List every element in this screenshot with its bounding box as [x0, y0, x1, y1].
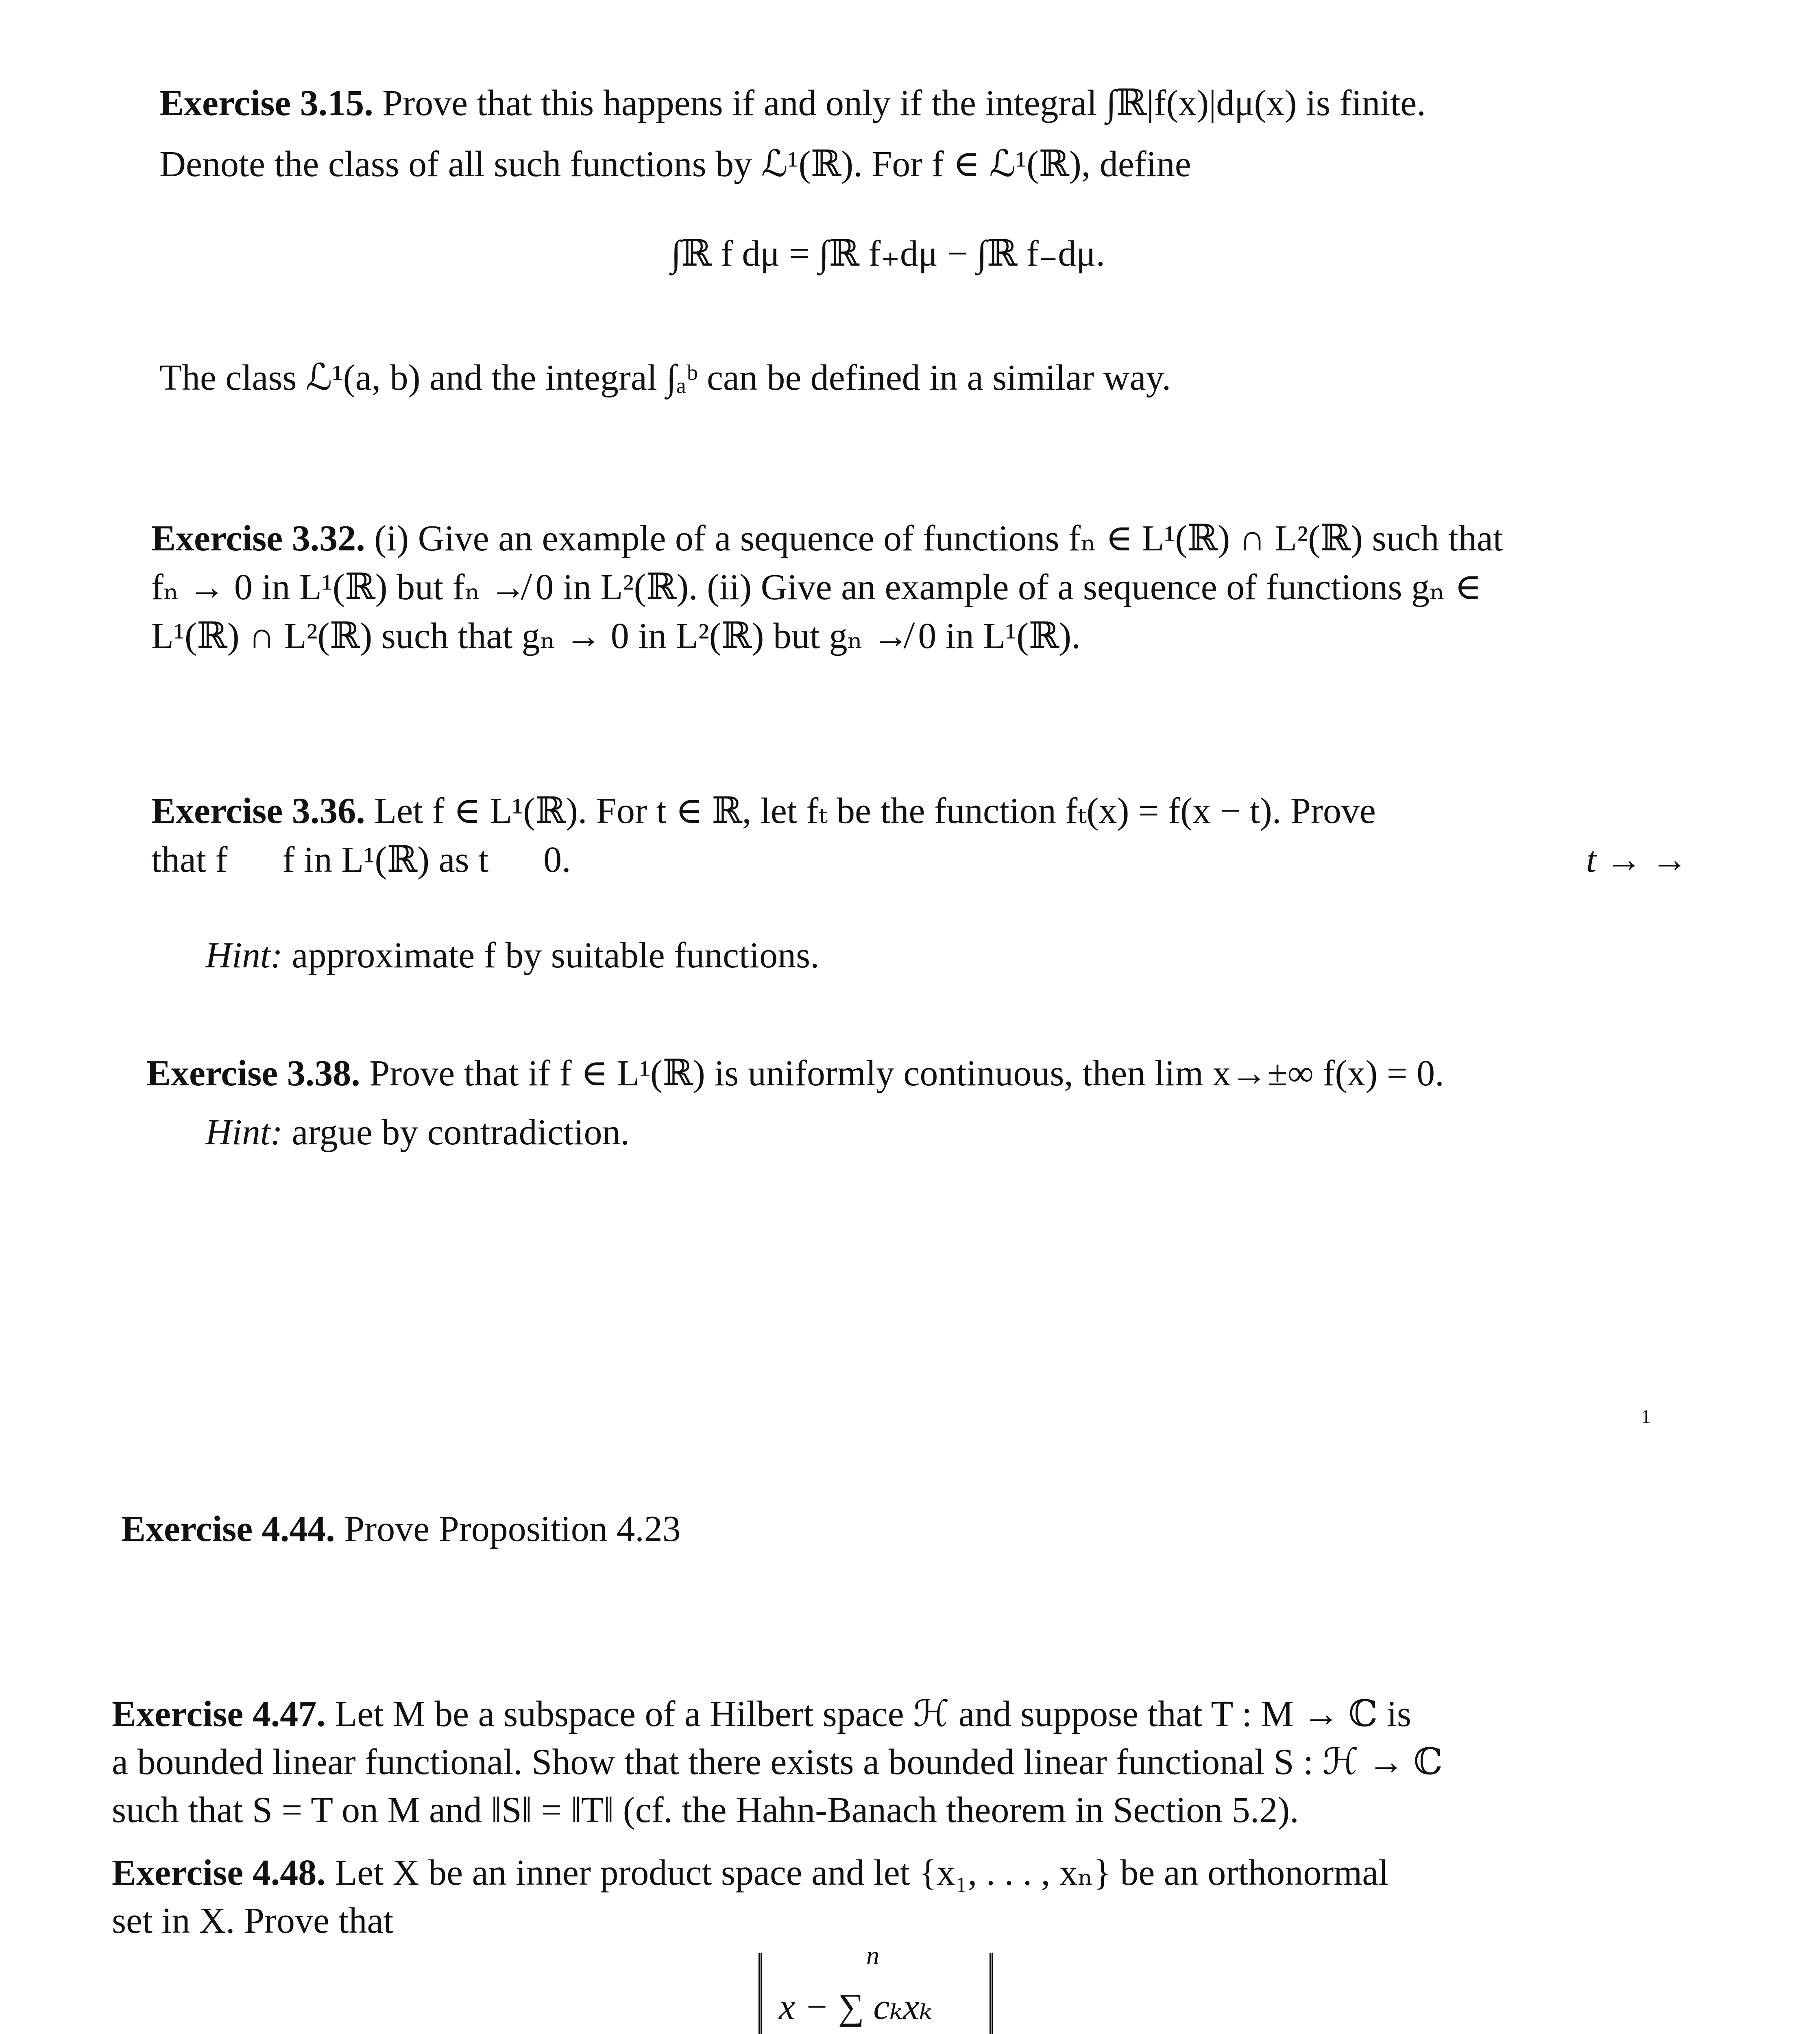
- exercise-3-36-line2: that f f in L¹(ℝ) as t 0.: [151, 840, 571, 880]
- exercise-4-47-text-line1: Let M be a subspace of a Hilbert space ℋ and suppose that T : M → ℂ is: [335, 1694, 1411, 1734]
- exercise-3-32-line1: [151, 515, 1778, 563]
- exercise-3-15-display-equation: [671, 232, 1105, 275]
- exercise-4-44-label: Exercise 4.44.: [121, 1509, 335, 1549]
- sum-upper-limit: n: [866, 1941, 879, 1970]
- exercise-4-47-line2: a bounded linear functional. Show that there exists a bounded linear functional S : ℋ → ℂ: [112, 1742, 1443, 1782]
- exercise-3-32-line3: L¹(ℝ) ∩ L²(ℝ) such that gₙ → 0 in L²(ℝ) but gₙ ↛ 0 in L¹(ℝ).: [151, 616, 1081, 656]
- exercise-4-44-text: Prove Proposition 4.23: [344, 1509, 681, 1549]
- exercise-3-38-line1: [146, 1050, 1814, 1098]
- exercise-3-15-text-line1: Prove that this happens if and only if the integral ∫ℝ|f(x)|dμ(x) is finite.: [382, 83, 1426, 123]
- exercise-3-38-hint-text: argue by contradiction.: [292, 1112, 630, 1152]
- exercise-3-38-hint: [205, 1109, 1425, 1157]
- exercise-3-32-label: Exercise 3.32.: [151, 518, 365, 559]
- exercise-3-32-text-line1: (i) Give an example of a sequence of functions fₙ ∈ L¹(ℝ) ∩ L²(ℝ) such that: [374, 518, 1503, 559]
- exercise-4-48-line2: set in X. Prove that: [112, 1901, 394, 1941]
- exercise-4-48-text-line1: Let X be an inner product space and let {x₁, . . . , xₙ} be an orthonormal: [335, 1853, 1389, 1893]
- exercise-3-36-hint-text: approximate f by suitable functions.: [292, 935, 820, 976]
- exercise-3-15-label: Exercise 3.15.: [159, 83, 373, 123]
- exercise-4-44-line: [121, 1505, 1341, 1553]
- page-number: 1: [1641, 1406, 1651, 1427]
- exercise-3-38-label: Exercise 3.38.: [146, 1053, 360, 1093]
- exercise-3-36-stray-arrows: t → →: [1586, 840, 1688, 880]
- exercise-4-47-label: Exercise 4.47.: [112, 1694, 326, 1734]
- display-equation-text: ∫ℝ f dμ = ∫ℝ f₊dμ − ∫ℝ f₋dμ.: [671, 234, 1105, 274]
- exercise-3-15-line3: The class ℒ¹(a, b) and the integral ∫ₐᵇ can be defined in a similar way.: [159, 358, 1171, 398]
- exercise-3-38-text-line1: Prove that if f ∈ L¹(ℝ) is uniformly continuous, then lim x→±∞ f(x) = 0.: [369, 1053, 1444, 1093]
- exercise-3-32-line2: fₙ → 0 in L¹(ℝ) but fₙ ↛ 0 in L²(ℝ). (ii) Give an example of a sequence of functions gₙ ∈: [151, 567, 1482, 607]
- exercise-4-47-line3: such that S = T on M and ‖S‖ = ‖T‖ (cf. the Hahn-Banach theorem in Section 5.2).: [112, 1790, 1299, 1830]
- exercise-3-36-hint-label: Hint:: [205, 935, 283, 976]
- exercise-4-47-line1: [112, 1690, 1800, 1738]
- exercise-4-48-label: Exercise 4.48.: [112, 1853, 326, 1893]
- exercise-3-36-hint: [205, 932, 1425, 980]
- exercise-4-48-line1: [112, 1849, 1800, 1897]
- exercise-3-38-hint-label: Hint:: [205, 1112, 283, 1152]
- exercise-3-15-line2: Denote the class of all such functions by ℒ¹(ℝ). For f ∈ ℒ¹(ℝ), define: [159, 144, 1191, 184]
- norm-display-inner: x − ∑ cₖxₖ: [779, 1987, 933, 2027]
- exercise-3-36-text-line1: Let f ∈ L¹(ℝ). For t ∈ ℝ, let fₜ be the function fₜ(x) = f(x − t). Prove: [374, 791, 1376, 831]
- exercise-3-36-line1: [151, 787, 1615, 835]
- exercise-3-15-line1: [159, 79, 1746, 127]
- exercise-3-36-label: Exercise 3.36.: [151, 791, 365, 831]
